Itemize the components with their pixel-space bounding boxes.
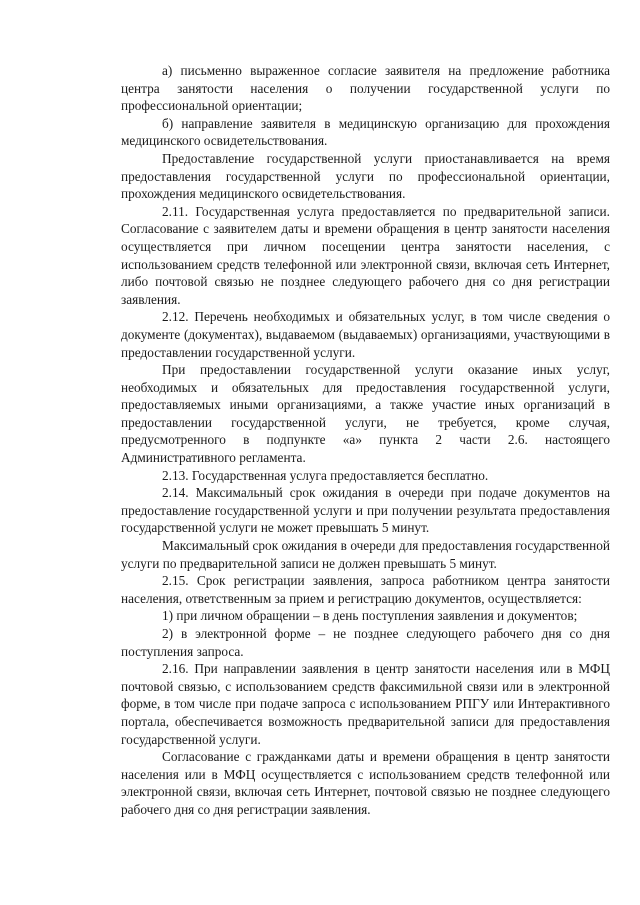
document-body [121,62,610,819]
paragraph-suspension: Предоставление государственной услуги приостанавливается на время предоставления государственной услуги по профессиональной ориентации, прохождения медицинского освидетельствования. [121,150,610,202]
paragraph-2-13: 2.13. Государственная услуга предоставляется бесплатно. [162,467,489,483]
paragraph-consent: а) письменно выраженное согласие заявителя на предложение работника центра занятости населения о получении государственной услуги по профессиональной ориентации; [121,63,610,114]
paragraph-2-15: 2.15. Срок регистрации заявления, запроса работником центра занятости населения, ответственным за прием и регистрацию документов, осуществляется: [121,573,610,606]
paragraph-2-12: 2.12. Перечень необходимых и обязательных услуг, в том числе сведения о документе (документах), выдаваемом (выдаваемых) организациями, участвующими в предоставлении государственной услуги. [121,309,610,360]
paragraph-2-14: 2.14. Максимальный срок ожидания в очереди при подаче документов на предоставление государственной услуги и при получении результата предоставления государственной услуги не может превышать 5 минут. [121,485,610,536]
paragraph-medical-referral: б) направление заявителя в медицинскую организацию для прохождения медицинского освидетельствования. [121,115,610,149]
paragraph-in-person: 1) при личном обращении – в день поступления заявления и документов; [162,608,578,624]
paragraph-other-services: При предоставлении государственной услуги оказание иных услуг, необходимых и обязательных для предоставления государственной услуги, предоставляемых иными организациями, а также участие иных организаций в предоставлении государственной услуги, не требуется, кроме случая, предусмотренного в подпункте «а» пункта 2 части 2.6. настоящего Административного регламента. [121,362,610,466]
paragraph-max-wait: Максимальный срок ожидания в очереди для предоставления государственной услуги по предварительной записи не должен превышать 5 минут. [121,538,610,571]
paragraph-coordination: Согласование с гражданками даты и времени обращения в центр занятости населения или в МФЦ осуществляется с использованием средств телефонной или электронной связи, включая сеть Интернет, почтовой связью не позднее следующего рабочего дня со дня регистрации заявления. [121,749,610,817]
paragraph-2-16: 2.16. При направлении заявления в центр занятости населения или в МФЦ почтовой связью, с использованием средств факсимильной связи или в электронной форме, в том числе при подаче запроса с использованием РПГУ или Интерактивного портала, обеспечивается возможность предварительной записи для предоставления государственной услуги. [121,661,610,747]
paragraph-2-11: 2.11. Государственная услуга предоставляется по предварительной записи. Согласование с заявителем даты и времени обращения в центр занятости населения осуществляется при личном посещении центра занятости населения, с использованием средств телефонной или электронной связи, включая сеть Интернет, либо почтовой связью не позднее следующего рабочего дня со дня регистрации заявления. [121,203,610,307]
paragraph-electronic: 2) в электронной форме – не позднее следующего рабочего дня со дня поступления запроса. [121,626,610,659]
